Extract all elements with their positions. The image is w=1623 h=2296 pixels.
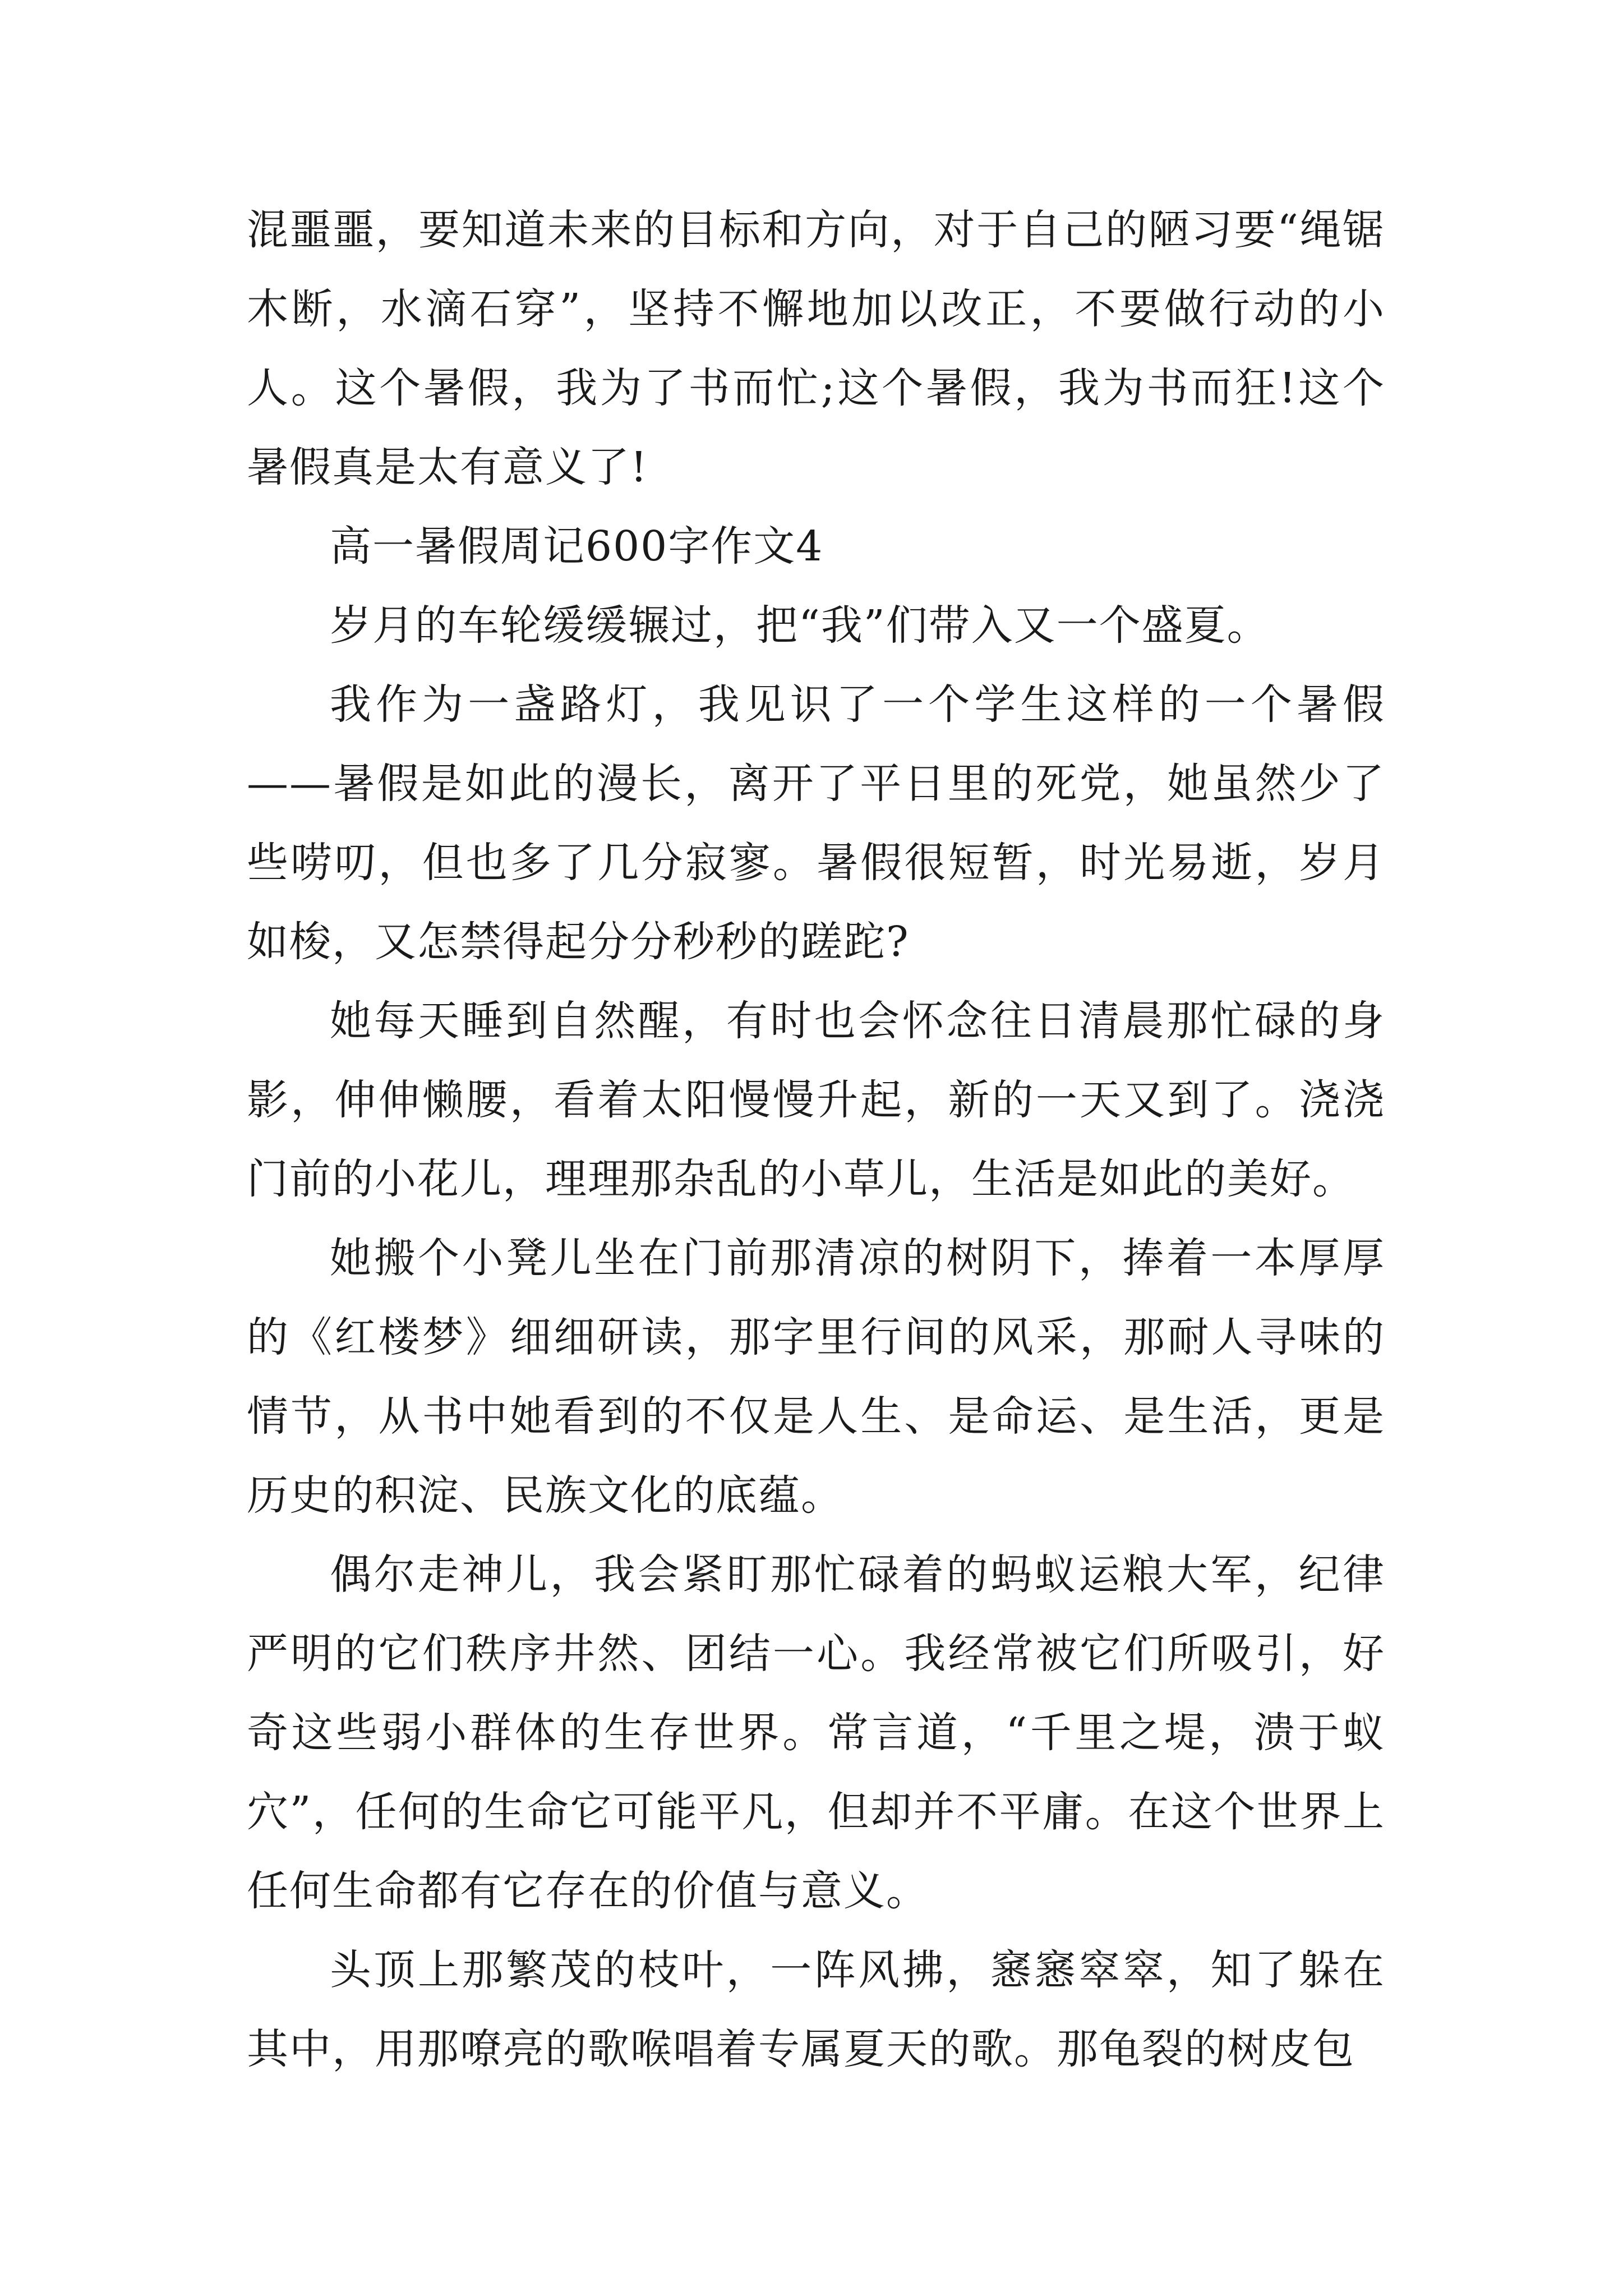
paragraph: 岁月的车轮缓缓辗过，把“我”们带入又一个盛夏。: [330, 601, 1270, 650]
paragraph: 偶尔走神儿，我会紧盯那忙碌着的蚂蚁运粮大军，纪律严明的它们秩序井然、团结一心。我经常被它们所吸引，好奇这些弱小群体的生存世界。常言道，“千里之堤，溃于蚁穴”，任何的生命它可能平凡，但却并不平庸。在这个世界上任何生命都有它存在的价值与意义。: [247, 1550, 1385, 1915]
paragraph: 她每天睡到自然醒，有时也会怀念往日清晨那忙碌的身影，伸伸懒腰，看着太阳慢慢升起，新的一天又到了。浇浇门前的小花儿，理理那杂乱的小草儿，生活是如此的美好。: [247, 997, 1385, 1203]
document-body: [247, 191, 1385, 2089]
paragraph: 我作为一盏路灯，我见识了一个学生这样的一个暑假——暑假是如此的漫长，离开了平日里的死党，她虽然少了些唠叨，但也多了几分寂寥。暑假很短暂，时光易逝，岁月如梭，又怎禁得起分分秒秒的蹉跎?: [247, 680, 1385, 966]
paragraph-continued: 混噩噩，要知道未来的目标和方向，对于自己的陋习要“绳锯木断，水滴石穿”，坚持不懈地加以改正，不要做行动的小人。这个暑假，我为了书而忙;这个暑假，我为书而狂!这个暑假真是太有意义了!: [247, 206, 1385, 491]
section-heading: 高一暑假周记600字作文4: [330, 522, 824, 570]
paragraph: 她搬个小凳儿坐在门前那清凉的树阴下，捧着一本厚厚的《红楼梦》细细研读，那字里行间的风采，那耐人寻味的情节，从书中她看到的不仅是人生、是命运、是生活，更是历史的积淀、民族文化的底蕴。: [247, 1234, 1385, 1520]
paragraph: 头顶上那繁茂的枝叶，一阵风拂，窸窸窣窣，知了躲在其中，用那嘹亮的歌喉唱着专属夏天的歌。那龟裂的树皮包: [247, 1946, 1385, 2073]
